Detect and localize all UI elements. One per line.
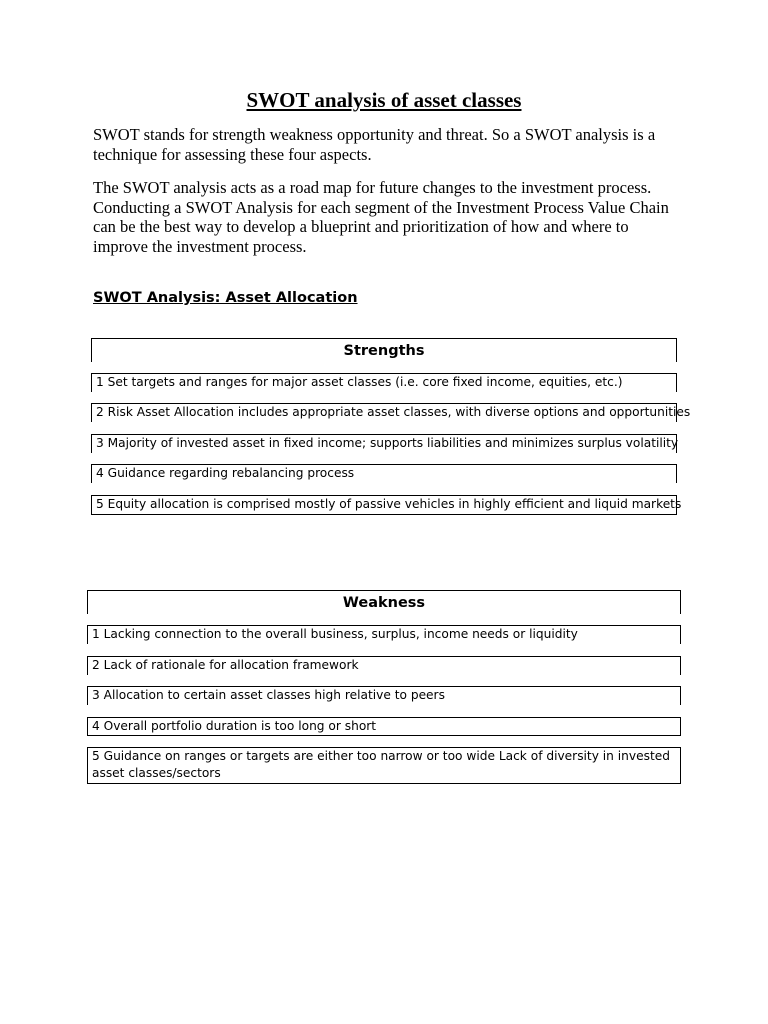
strengths-row-4: 4 Guidance regarding rebalancing process	[91, 464, 677, 483]
weakness-row-1: 1 Lacking connection to the overall business, surplus, income needs or liquidity	[87, 625, 681, 644]
strengths-row-3: 3 Majority of invested asset in fixed income; supports liabilities and minimizes surplus volatility	[91, 434, 677, 453]
roadmap-paragraph: The SWOT analysis acts as a road map for future changes to the investment process. Conducting a SWOT Analysis for each segment of the Investment Process Value Chain can be the best way to develop a blueprint and prioritization of how and where to improve the investment process.	[93, 178, 669, 256]
weakness-row-2: 2 Lack of rationale for allocation framework	[87, 656, 681, 675]
section-heading: SWOT Analysis: Asset Allocation	[93, 290, 358, 306]
strengths-row-2: 2 Risk Asset Allocation includes appropriate asset classes, with diverse options and opportunities	[91, 403, 677, 422]
document-title: SWOT analysis of asset classes	[246, 88, 522, 112]
weakness-row-3: 3 Allocation to certain asset classes high relative to peers	[87, 686, 681, 705]
strengths-row-1: 1 Set targets and ranges for major asset classes (i.e. core fixed income, equities, etc.)	[91, 373, 677, 392]
weakness-row-4: 4 Overall portfolio duration is too long or short	[87, 717, 681, 736]
strengths-row-5: 5 Equity allocation is comprised mostly of passive vehicles in highly efficient and liquid markets	[91, 495, 677, 515]
weakness-header: Weakness	[87, 590, 681, 614]
intro-paragraph: SWOT stands for strength weakness opportunity and threat. So a SWOT analysis is a technique for assessing these four aspects.	[93, 125, 656, 164]
weakness-row-5: 5 Guidance on ranges or targets are either too narrow or too wide Lack of diversity in invested asset classes/sectors	[87, 747, 681, 784]
strengths-header: Strengths	[91, 338, 677, 362]
